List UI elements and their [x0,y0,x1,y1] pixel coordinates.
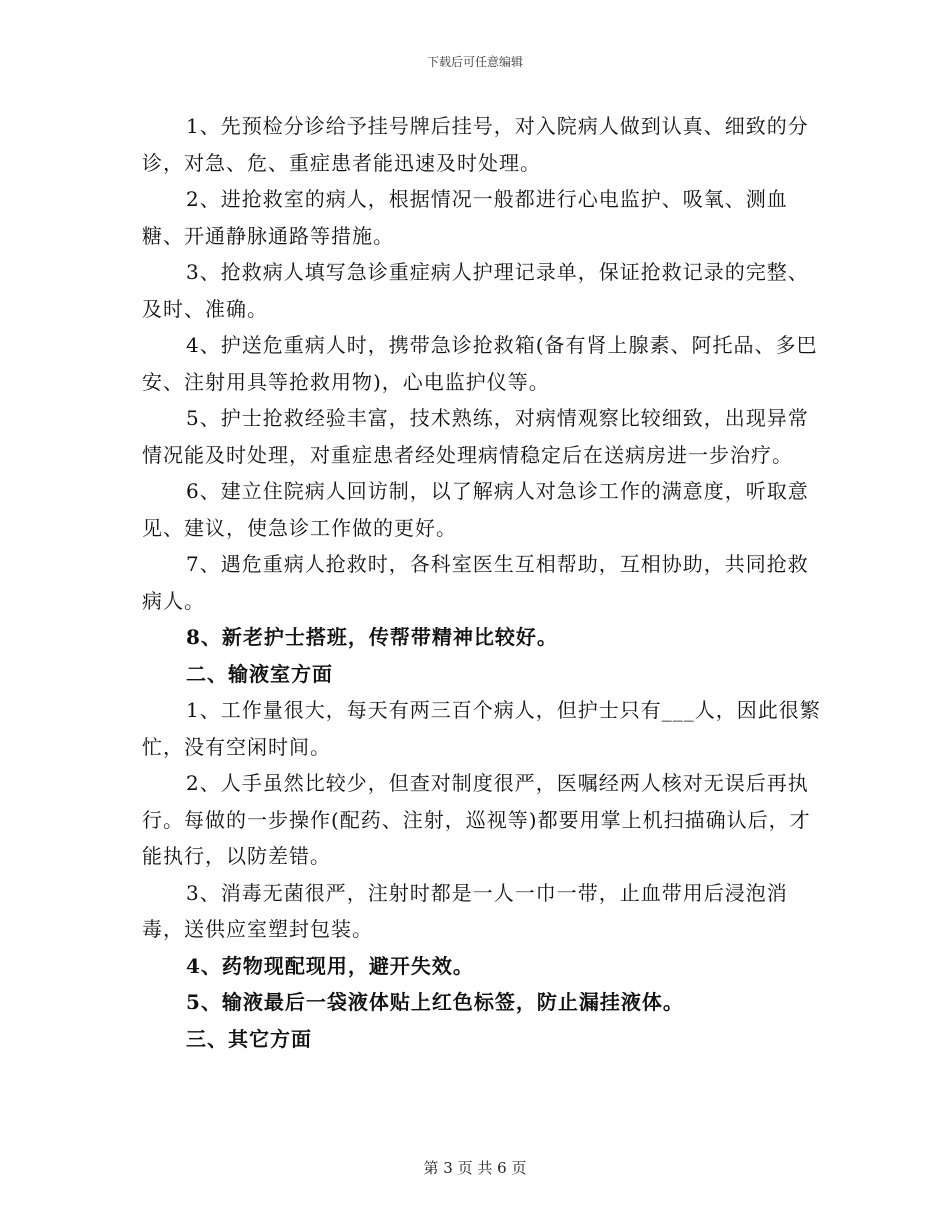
document-body [142,108,822,1057]
section-heading-other: 三、其它方面 [186,1026,312,1051]
infusion-item-3: 3、消毒无菌很严，注射时都是一人一巾一带，止血带用后浸泡消毒，送供应室塑封包装。 [142,880,788,941]
paragraph-4: 4、护送危重病人时，携带急诊抢救箱(备有肾上腺素、阿托品、多巴安、注射用具等抢救用物)，心电监护仪等。 [142,333,818,394]
infusion-item-2: 2、人手虽然比较少，但查对制度很严，医嘱经两人核对无误后再执行。每做的一步操作(配药、注射，巡视等)都要用掌上机扫描确认后，才能执行，以防差错。 [142,771,811,868]
paragraph-8: 8、新老护士搭班，传帮带精神比较好。 [186,625,558,649]
infusion-item-5: 5、输液最后一袋液体贴上红色标签，防止漏挂液体。 [186,990,684,1014]
paragraph-7: 7、遇危重病人抢救时，各科室医生互相帮助，互相协助，共同抢救病人。 [142,552,809,613]
infusion-item-1: 1、工作量很大，每天有两三百个病人，但护士只有___人，因此很繁忙，没有空闲时间。 [142,698,821,759]
paragraph-6: 6、建立住院病人回访制，以了解病人对急诊工作的满意度，听取意见、建议，使急诊工作做的更好。 [142,479,809,540]
section-heading-infusion-room: 二、输液室方面 [186,661,333,686]
paragraph-2: 2、进抢救室的病人，根据情况一般都进行心电监护、吸氧、测血糖、开通静脉通路等措施。 [142,187,788,248]
page-header: 下载后可任意编辑 [426,55,523,69]
paragraph-1: 1、先预检分诊给予挂号牌后挂号，对入院病人做到认真、细致的分诊，对急、危、重症患者能迅速及时处理。 [142,114,809,175]
paragraph-3: 3、抢救病人填写急诊重症病人护理记录单，保证抢救记录的完整、及时、准确。 [142,260,809,321]
paragraph-5: 5、护士抢救经验丰富，技术熟练，对病情观察比较细致，出现异常情况能及时处理，对重症患者经处理病情稳定后在送病房进一步治疗。 [142,406,809,467]
page-footer: 第 3 页 共 6 页 [423,1159,527,1177]
infusion-item-4: 4、药物现配现用，避开失效。 [186,953,474,978]
